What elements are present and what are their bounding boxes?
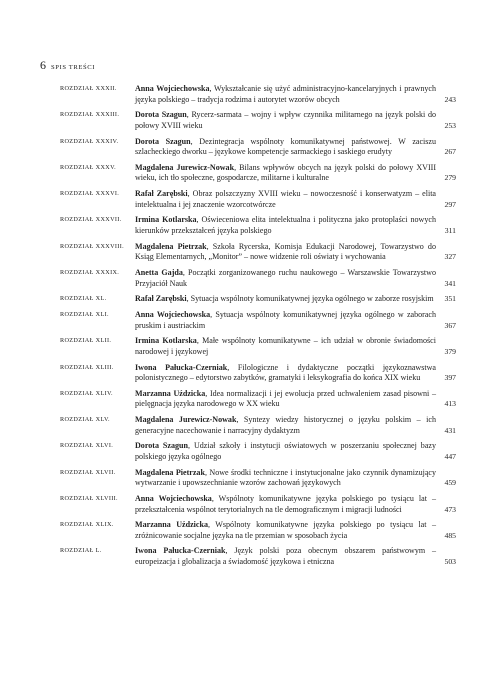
chapter-title: , Wykształcanie się użyć administracyjno-kancelaryjnych i prawnych języka polskiego – tradycja rodzima i autorytet wzorów obcych	[135, 84, 436, 104]
chapter-text	[135, 336, 436, 357]
chapter-label: ROZDZIAŁ XLVI.	[60, 442, 114, 450]
chapter-author: Dorota Szagun	[135, 110, 187, 120]
chapter-author: Anna Wojciechowska	[135, 84, 210, 93]
toc-entry[interactable]	[60, 336, 456, 357]
chapter-text	[135, 468, 436, 489]
chapter-title: , Początki zorganizowanego ruchu naukowego – Warszawskie Towarzystwo Przyjaciół Nauk	[135, 267, 436, 288]
chapter-label: ROZDZIAŁ L.	[60, 547, 102, 555]
chapter-author: Magdalena Pietrzak	[135, 241, 207, 251]
chapter-text	[135, 389, 436, 410]
chapter-label: ROZDZIAŁ XLIV.	[60, 389, 113, 397]
chapter-title: , Bilans wpływów obcych na język polski do połowy XVIII wieku, ich tło społeczne, gospodarcze, militarne i kulturalne	[135, 162, 436, 183]
chapter-text	[135, 110, 436, 131]
chapter-text	[135, 441, 436, 462]
toc-entry[interactable]	[60, 468, 456, 489]
chapter-page-number: 351	[444, 294, 456, 304]
chapter-title: , Udział szkoły i instytucji oświatowych w poszerzaniu społecznej bazy polskiego języka ogólnego	[135, 441, 436, 461]
chapter-page-number: 379	[444, 346, 456, 356]
chapter-label: ROZDZIAŁ XL.	[60, 295, 107, 303]
chapter-page-number: 459	[444, 478, 456, 488]
chapter-text	[135, 363, 436, 384]
chapter-page-number: 297	[444, 199, 456, 209]
chapter-title: , Oświeceniowa elita intelektualna i polityczna jako protoplaści nowych kierunków przekształceń języka polskiego	[135, 215, 436, 235]
chapter-label: ROZDZIAŁ XXXVI.	[60, 190, 120, 198]
chapter-label: ROZDZIAŁ XLI.	[60, 310, 109, 318]
chapter-title: , Wspólnoty komunikatywne języka polskiego po tysiącu lat – przekształcenia wspólnot terytorialnych na tle demograficznym i migracji ludności	[135, 493, 436, 514]
page-number: 6	[40, 58, 46, 72]
chapter-label: ROZDZIAŁ XXXV.	[60, 163, 116, 171]
chapter-text	[135, 294, 436, 305]
chapter-text	[135, 546, 436, 567]
chapter-label: ROZDZIAŁ XXXVIII.	[60, 242, 125, 250]
toc-entry[interactable]	[60, 546, 456, 567]
chapter-author: Dorota Szagun	[135, 441, 188, 451]
chapter-page-number: 485	[444, 530, 456, 540]
chapter-page-number: 503	[444, 557, 456, 567]
chapter-label: ROZDZIAŁ XXXVII.	[60, 216, 122, 224]
chapter-label: ROZDZIAŁ XLII.	[60, 337, 112, 345]
chapter-page-number: 243	[444, 94, 456, 104]
chapter-title: , Dezintegracja wspólnoty komunikatywnej państwowej. W zaciszu szlacheckiego dworku – językowe kompetencje sarmackiego i saskiego erudyty	[135, 136, 436, 157]
chapter-page-number: 397	[444, 373, 456, 383]
chapter-label: ROZDZIAŁ XLIX.	[60, 521, 114, 529]
chapter-text	[135, 242, 436, 263]
chapter-title: , Małe wspólnoty komunikatywne – ich udział w obronie świadomości narodowej i językowej	[135, 336, 436, 356]
toc-entry[interactable]	[60, 242, 456, 263]
toc-entry[interactable]	[60, 84, 456, 105]
chapter-page-number: 447	[444, 451, 456, 461]
chapter-page-number: 279	[444, 173, 456, 183]
toc-entry[interactable]	[60, 310, 456, 331]
chapter-text	[135, 215, 436, 236]
chapter-text	[135, 84, 436, 105]
chapter-author: Anna Wojciechowska	[135, 493, 212, 503]
chapter-author: Marzanna Uździcka	[135, 520, 208, 530]
chapter-text	[135, 520, 436, 541]
chapter-author: Iwona Pałucka-Czerniak	[135, 362, 228, 372]
chapter-label: ROZDZIAŁ XXXIII.	[60, 111, 120, 119]
toc-entry[interactable]	[60, 415, 456, 436]
chapter-text	[135, 163, 436, 184]
chapter-title: , Wspólnoty komunikatywne języka polskiego po tysiącu lat – zróżnicowanie socjalne języka na tle przemian w sposobach życia	[135, 520, 436, 540]
chapter-title: , Filologiczne i dydaktyczne początki językoznawstwa polonistycznego – edytorstwo zabytków, gramatyki i leksykografia do końca XIX wieku	[135, 362, 436, 383]
chapter-page-number: 253	[444, 120, 456, 130]
chapter-author: Rafał Zarębski	[135, 189, 188, 199]
chapter-author: Anetta Gajda	[135, 267, 183, 277]
chapter-label: ROZDZIAŁ XLVII.	[60, 468, 116, 476]
toc-entry[interactable]	[60, 389, 456, 410]
chapter-author: Irmina Kotlarska	[135, 336, 197, 346]
chapter-title: , Nowe środki techniczne i instytucjonalne jako czynnik dynamizujący wytwarzanie i upowszechnianie wzorów zachowań językowych	[135, 467, 437, 488]
toc-entry[interactable]	[60, 294, 456, 305]
toc-entry[interactable]	[60, 163, 456, 184]
chapter-text	[135, 137, 436, 158]
chapter-author: Anna Wojciechowska	[135, 309, 211, 319]
toc-entry[interactable]	[60, 189, 456, 210]
chapter-author: Marzanna Uździcka	[135, 388, 206, 398]
chapter-title: , Obraz polszczyzny XVIII wieku – nowoczesność i konserwatyzm – elita intelektualna i jej znaczenie wzorcotwórcze	[135, 189, 437, 209]
chapter-title: , Sytuacja wspólnoty komunikatywnej języka ogólnego w zaborach pruskim i austriackim	[135, 309, 436, 330]
toc-entry[interactable]	[60, 268, 456, 289]
chapter-author: Rafał Zarębski	[135, 294, 187, 304]
chapter-text	[135, 189, 436, 210]
chapter-text	[135, 310, 436, 331]
toc-entry[interactable]	[60, 137, 456, 158]
chapter-text	[135, 415, 436, 436]
chapter-label: ROZDZIAŁ XLV.	[60, 416, 110, 424]
chapter-title: , Język polski poza obecnym obszarem państwowym – europeizacja i globalizacja a świadomość językowa i etniczna	[135, 546, 436, 567]
chapter-author: Magdalena Jurewicz-Nowak	[135, 162, 235, 172]
toc-entry[interactable]	[60, 363, 456, 384]
chapter-page-number: 327	[444, 252, 456, 262]
running-title: SPIS TREŚCI	[51, 64, 96, 71]
chapter-label: ROZDZIAŁ XLVIII.	[60, 494, 118, 502]
toc-entry[interactable]	[60, 494, 456, 515]
toc-entry[interactable]	[60, 215, 456, 236]
chapter-page-number: 267	[444, 147, 456, 157]
chapter-label: ROZDZIAŁ XXXIV.	[60, 137, 119, 145]
page-header	[40, 58, 95, 73]
chapter-page-number: 367	[444, 320, 456, 330]
chapter-author: Iwona Pałucka-Czerniak	[135, 546, 226, 556]
chapter-page-number: 413	[444, 399, 456, 409]
chapter-title: , Idea normalizacji i jej ewolucja przed uchwaleniem zasad pisowni – pielęgnacja języka narodowego w XX wieku	[135, 388, 436, 409]
chapter-title: , Sytuacja wspólnoty komunikatywnej języka ogólnego w zaborze rosyjskim	[186, 294, 434, 304]
chapter-page-number: 431	[444, 425, 456, 435]
chapter-page-number: 311	[444, 226, 456, 235]
chapter-author: Magdalena Pietrzak	[135, 467, 205, 477]
chapter-title: , Syntezy wiedzy historycznej o języku polskim – ich generacyjne nacechowanie i narracyjny dydaktyzm	[135, 415, 436, 435]
chapter-label: ROZDZIAŁ XLIII.	[60, 363, 114, 371]
chapter-text	[135, 268, 436, 289]
chapter-author: Magdalena Jurewicz-Nowak	[135, 415, 237, 425]
chapter-page-number: 473	[444, 504, 456, 514]
toc-entry[interactable]	[60, 520, 456, 541]
chapter-label: ROZDZIAŁ XXXII.	[60, 85, 117, 92]
chapter-text	[135, 494, 436, 515]
chapter-author: Dorota Szagun	[135, 136, 191, 146]
toc-entry[interactable]	[60, 441, 456, 462]
chapter-label: ROZDZIAŁ XXXIX.	[60, 268, 120, 276]
chapter-author: Irmina Kotlarska	[135, 215, 197, 225]
chapter-title: , Rycerz-sarmata – wojny i wpływ czynnika militarnego na język polski do połowy XVIII wieku	[135, 110, 437, 130]
table-of-contents	[60, 84, 456, 573]
chapter-title: , Szkoła Rycerska, Komisja Edukacji Narodowej, Towarzystwo do Ksiąg Elementarnych, „Monitor” – nowe widzenie roli oświaty i wychowania	[135, 241, 436, 262]
chapter-page-number: 341	[444, 278, 456, 288]
toc-entry[interactable]	[60, 110, 456, 131]
